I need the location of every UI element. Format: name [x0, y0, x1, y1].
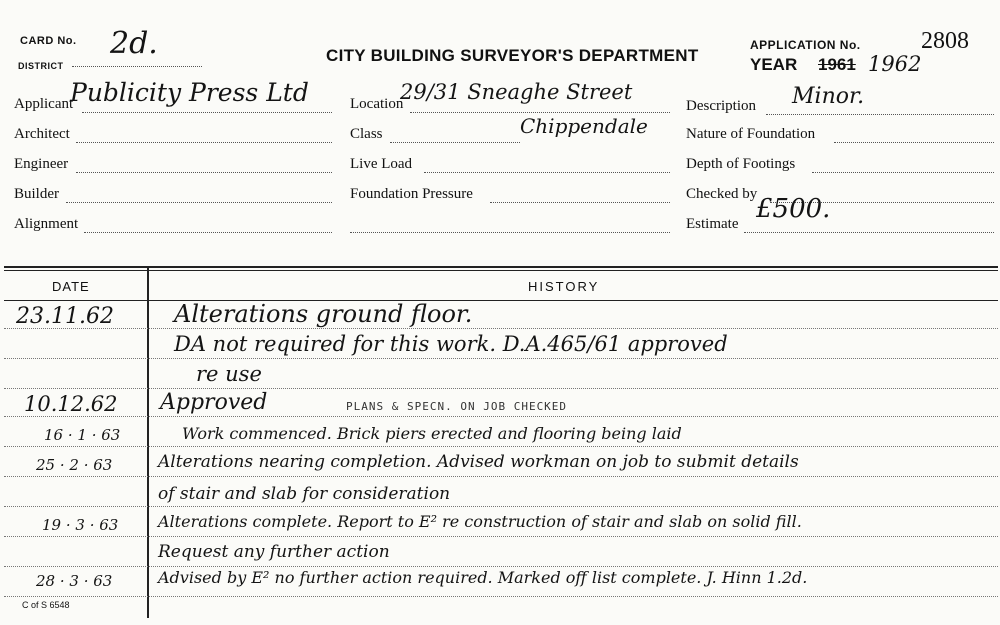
applicant-line: [82, 112, 332, 113]
alignment-label: Alignment: [14, 216, 79, 232]
year-struck-value: 1961: [818, 55, 856, 74]
engineer-label: Engineer: [14, 156, 69, 172]
year-value: 1962: [868, 52, 922, 76]
estimate-label: Estimate: [686, 216, 739, 232]
builder-label: Builder: [14, 186, 59, 202]
builder-line: [66, 202, 332, 203]
history-row-line: [4, 596, 998, 597]
form-code: C of S 6548: [22, 600, 70, 610]
estimate-line: [744, 232, 994, 233]
history-text: Alterations ground floor.: [174, 300, 473, 328]
location-line: [410, 112, 670, 113]
history-text: Advised by E² no further action required. Marked off list complete. J. Hinn 1.2d.: [158, 568, 808, 587]
location-value-suburb: Chippendale: [520, 114, 648, 138]
nature-of-foundation-line: [834, 142, 994, 143]
applicant-value: Publicity Press Ltd: [70, 78, 309, 107]
location-value: 29/31 Sneaghe Street: [400, 80, 633, 104]
card-no-value: 2d.: [110, 26, 158, 61]
district-label: DISTRICT: [18, 61, 64, 71]
description-value: Minor.: [792, 84, 865, 109]
location-label: Location: [350, 96, 404, 112]
applicant-label: Applicant: [14, 96, 74, 112]
history-text: Work commenced. Brick piers erected and flooring being laid: [182, 424, 682, 443]
history-date: 16 · 1 · 63: [44, 426, 121, 444]
history-date: 28 · 3 · 63: [36, 572, 113, 590]
history-date: 19 · 3 · 63: [42, 516, 119, 534]
history-header: HISTORY: [528, 279, 600, 294]
history-row-line: [4, 536, 998, 537]
description-label: Description: [686, 98, 756, 114]
plans-checked-stamp: PLANS & SPECN. ON JOB CHECKED: [346, 400, 568, 413]
history-row-line: [4, 446, 998, 447]
class-line: [390, 142, 520, 143]
description-line: [766, 114, 994, 115]
card-no-label: CARD No.: [20, 35, 77, 47]
foundation-pressure-label: Foundation Pressure: [350, 186, 473, 202]
history-date: 25 · 2 · 63: [36, 456, 113, 474]
header-rule: [4, 300, 998, 301]
history-date: 10.12.62: [24, 392, 118, 416]
history-top-rule-2: [4, 270, 998, 271]
year-label: YEAR: [750, 55, 798, 74]
history-row-line: [4, 388, 998, 389]
history-text: re use: [196, 362, 262, 386]
live-load-label: Live Load: [350, 156, 413, 172]
district-line: [72, 66, 202, 67]
history-date: 23.11.62: [16, 304, 114, 329]
history-text: of stair and slab for consideration: [158, 484, 451, 504]
history-text: Alterations complete. Report to E² re construction of stair and slab on solid fill.: [158, 512, 802, 531]
alignment-line: [84, 232, 332, 233]
history-text: Request any further action: [158, 542, 390, 562]
card-title: CITY BUILDING SURVEYOR'S DEPARTMENT: [326, 46, 699, 65]
application-no-value: 2808: [921, 28, 969, 54]
history-text: Alterations nearing completion. Advised workman on job to submit details: [158, 452, 799, 472]
foundation-pressure-line: [490, 202, 670, 203]
nature-of-foundation-label: Nature of Foundation: [686, 126, 816, 142]
history-row-line: [4, 566, 998, 567]
depth-of-footings-line: [812, 172, 994, 173]
history-row-line: [4, 476, 998, 477]
middle-blank-line: [350, 232, 670, 233]
architect-label: Architect: [14, 126, 70, 142]
depth-of-footings-label: Depth of Footings: [686, 156, 796, 172]
checked-by-label: Checked by: [686, 186, 758, 202]
history-row-line: [4, 328, 998, 329]
application-no-label: APPLICATION No.: [750, 38, 861, 52]
live-load-line: [424, 172, 670, 173]
history-row-line: [4, 416, 998, 417]
history-text: Approved: [160, 390, 268, 415]
history-text: DA not required for this work. D.A.465/61 approved: [174, 332, 728, 356]
architect-line: [76, 142, 332, 143]
checked-by-value: £500.: [756, 194, 831, 224]
history-row-line: [4, 506, 998, 507]
history-top-rule: [4, 266, 998, 268]
date-header: DATE: [52, 279, 90, 294]
engineer-line: [76, 172, 332, 173]
history-row-line: [4, 358, 998, 359]
class-label: Class: [350, 126, 383, 142]
